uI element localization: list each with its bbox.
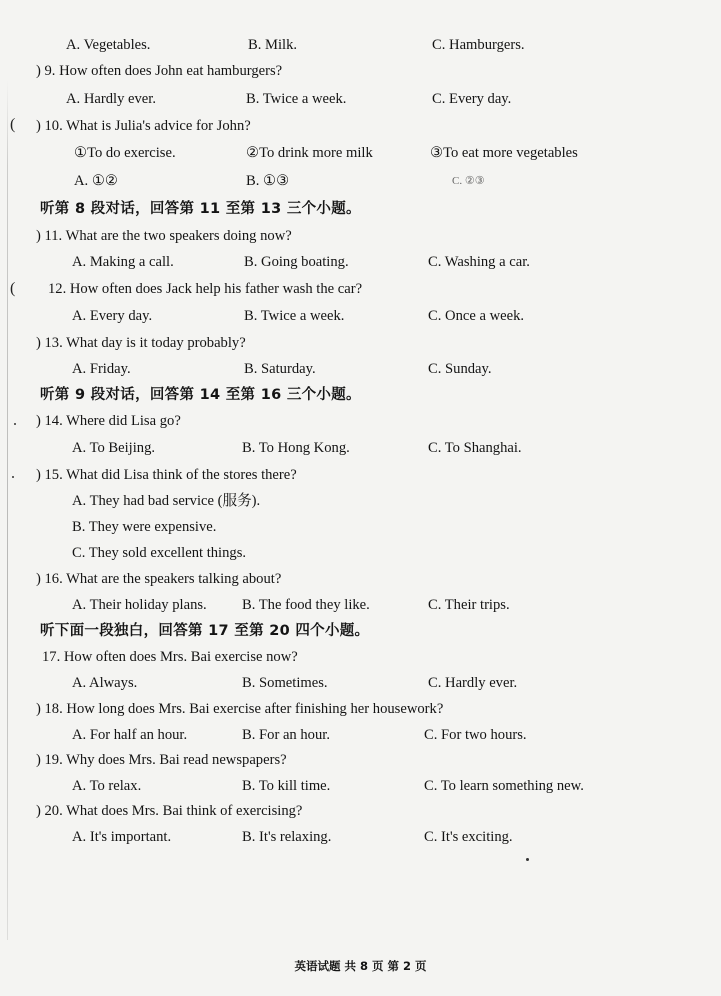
q20-option-c: C. It's exciting. xyxy=(424,829,513,845)
q16-option-a: A. Their holiday plans. xyxy=(72,597,207,613)
q16-question: ) 16. What are the speakers talking about? xyxy=(36,571,282,587)
q8-options xyxy=(0,34,721,56)
q19-options xyxy=(0,775,721,797)
q9-option-b: B. Twice a week. xyxy=(246,91,347,107)
q11-question-row xyxy=(0,225,721,247)
q9-option-a: A. Hardly ever. xyxy=(66,91,156,107)
q18-option-b: B. For an hour. xyxy=(242,727,330,743)
q14-option-a: A. To Beijing. xyxy=(72,440,156,456)
q10-margin-paren: ( xyxy=(10,116,16,133)
q9-question: ) 9. How often does John eat hamburgers? xyxy=(36,63,283,79)
q19-question: ) 19. Why does Mrs. Bai read newspapers? xyxy=(36,752,287,768)
q10-item-2: ②To drink more milk xyxy=(246,145,373,161)
q8-option-b: B. Milk. xyxy=(248,37,298,53)
section-9-heading: 听第 9 段对话，回答第 14 至第 16 三个小题。 xyxy=(40,387,361,403)
q14-question: ) 14. Where did Lisa go? xyxy=(36,413,181,429)
q10-option-b: B. ①③ xyxy=(246,173,290,189)
q16-option-c: C. Their trips. xyxy=(428,597,510,613)
q18-options xyxy=(0,724,721,746)
q11-option-b: B. Going boating. xyxy=(244,254,349,270)
q15-option-a: A. They had bad service (服务). xyxy=(72,493,261,509)
q17-question: 17. How often does Mrs. Bai exercise now? xyxy=(42,649,298,665)
q15-question: ) 15. What did Lisa think of the stores there? xyxy=(36,467,297,483)
q17-option-b: B. Sometimes. xyxy=(242,675,328,691)
section-8-heading: 听第 8 段对话，回答第 11 至第 13 三个小题。 xyxy=(40,201,361,217)
q11-question: ) 11. What are the two speakers doing now? xyxy=(36,228,292,244)
q19-option-c: C. To learn something new. xyxy=(424,778,584,794)
q20-option-a: A. It's important. xyxy=(72,829,172,845)
q16-question-row xyxy=(0,568,721,590)
q12-option-b: B. Twice a week. xyxy=(244,308,345,324)
q19-option-a: A. To relax. xyxy=(72,778,142,794)
q18-option-c: C. For two hours. xyxy=(424,727,527,743)
q17-options xyxy=(0,672,721,694)
q13-option-b: B. Saturday. xyxy=(244,361,316,377)
q18-question-row xyxy=(0,698,721,720)
q17-option-a: A. Always. xyxy=(72,675,138,691)
q15-option-c-row xyxy=(0,542,721,564)
q15-option-c: C. They sold excellent things. xyxy=(72,545,247,561)
q17-option-c: C. Hardly ever. xyxy=(428,675,518,691)
q10-items xyxy=(0,142,721,164)
q12-question: 12. How often does Jack help his father wash the car? xyxy=(48,281,363,297)
q18-option-a: A. For half an hour. xyxy=(72,727,188,743)
q14-option-b: B. To Hong Kong. xyxy=(242,440,350,456)
q15-question-row xyxy=(0,464,721,486)
q10-option-c: C. ②③ xyxy=(452,175,485,187)
q11-option-c: C. Washing a car. xyxy=(428,254,530,270)
scan-speck xyxy=(14,423,16,425)
q13-option-a: A. Friday. xyxy=(72,361,131,377)
q20-option-b: B. It's relaxing. xyxy=(242,829,332,845)
q9-option-c: C. Every day. xyxy=(432,91,512,107)
q12-option-a: A. Every day. xyxy=(72,308,153,324)
q10-option-a: A. ①② xyxy=(74,173,119,189)
q14-options xyxy=(0,437,721,459)
q13-question-row xyxy=(0,332,721,354)
monologue-heading: 听下面一段独白，回答第 17 至第 20 四个小题。 xyxy=(40,623,370,639)
q10-item-1: ①To do exercise. xyxy=(74,145,176,161)
q20-question: ) 20. What does Mrs. Bai think of exercising? xyxy=(36,803,303,819)
q19-question-row xyxy=(0,749,721,771)
q13-option-c: C. Sunday. xyxy=(428,361,492,377)
q15-option-a-row xyxy=(0,490,721,512)
q15-option-b-row xyxy=(0,516,721,538)
q20-question-row xyxy=(0,800,721,822)
q10-options xyxy=(0,170,721,192)
scan-speck xyxy=(526,858,529,861)
q16-option-b: B. The food they like. xyxy=(242,597,370,613)
q18-question: ) 18. How long does Mrs. Bai exercise after finishing her housework? xyxy=(36,701,444,717)
q14-question-row xyxy=(0,410,721,432)
q9-question-row xyxy=(0,60,721,82)
q10-question: ) 10. What is Julia's advice for John? xyxy=(36,118,251,134)
q13-question: ) 13. What day is it today probably? xyxy=(36,335,246,351)
q19-option-b: B. To kill time. xyxy=(242,778,331,794)
q12-question-row xyxy=(0,278,721,300)
q11-option-a: A. Making a call. xyxy=(72,254,174,270)
q17-question-row xyxy=(0,646,721,668)
q12-options xyxy=(0,305,721,327)
q16-options xyxy=(0,594,721,616)
q13-options xyxy=(0,358,721,380)
q15-option-b: B. They were expensive. xyxy=(72,519,217,535)
page-footer: 英语试题 共 8 页 第 2 页 xyxy=(294,959,427,973)
q9-options xyxy=(0,88,721,110)
q12-margin-paren: ( xyxy=(10,280,16,297)
q14-option-c: C. To Shanghai. xyxy=(428,440,522,456)
q10-item-3: ③To eat more vegetables xyxy=(430,145,578,161)
q12-option-c: C. Once a week. xyxy=(428,308,525,324)
q10-question-row xyxy=(0,115,721,137)
q8-option-a: A. Vegetables. xyxy=(66,37,151,53)
q20-options xyxy=(0,826,721,848)
q8-option-c: C. Hamburgers. xyxy=(432,37,525,53)
q11-options xyxy=(0,251,721,273)
scan-speck xyxy=(12,476,14,478)
